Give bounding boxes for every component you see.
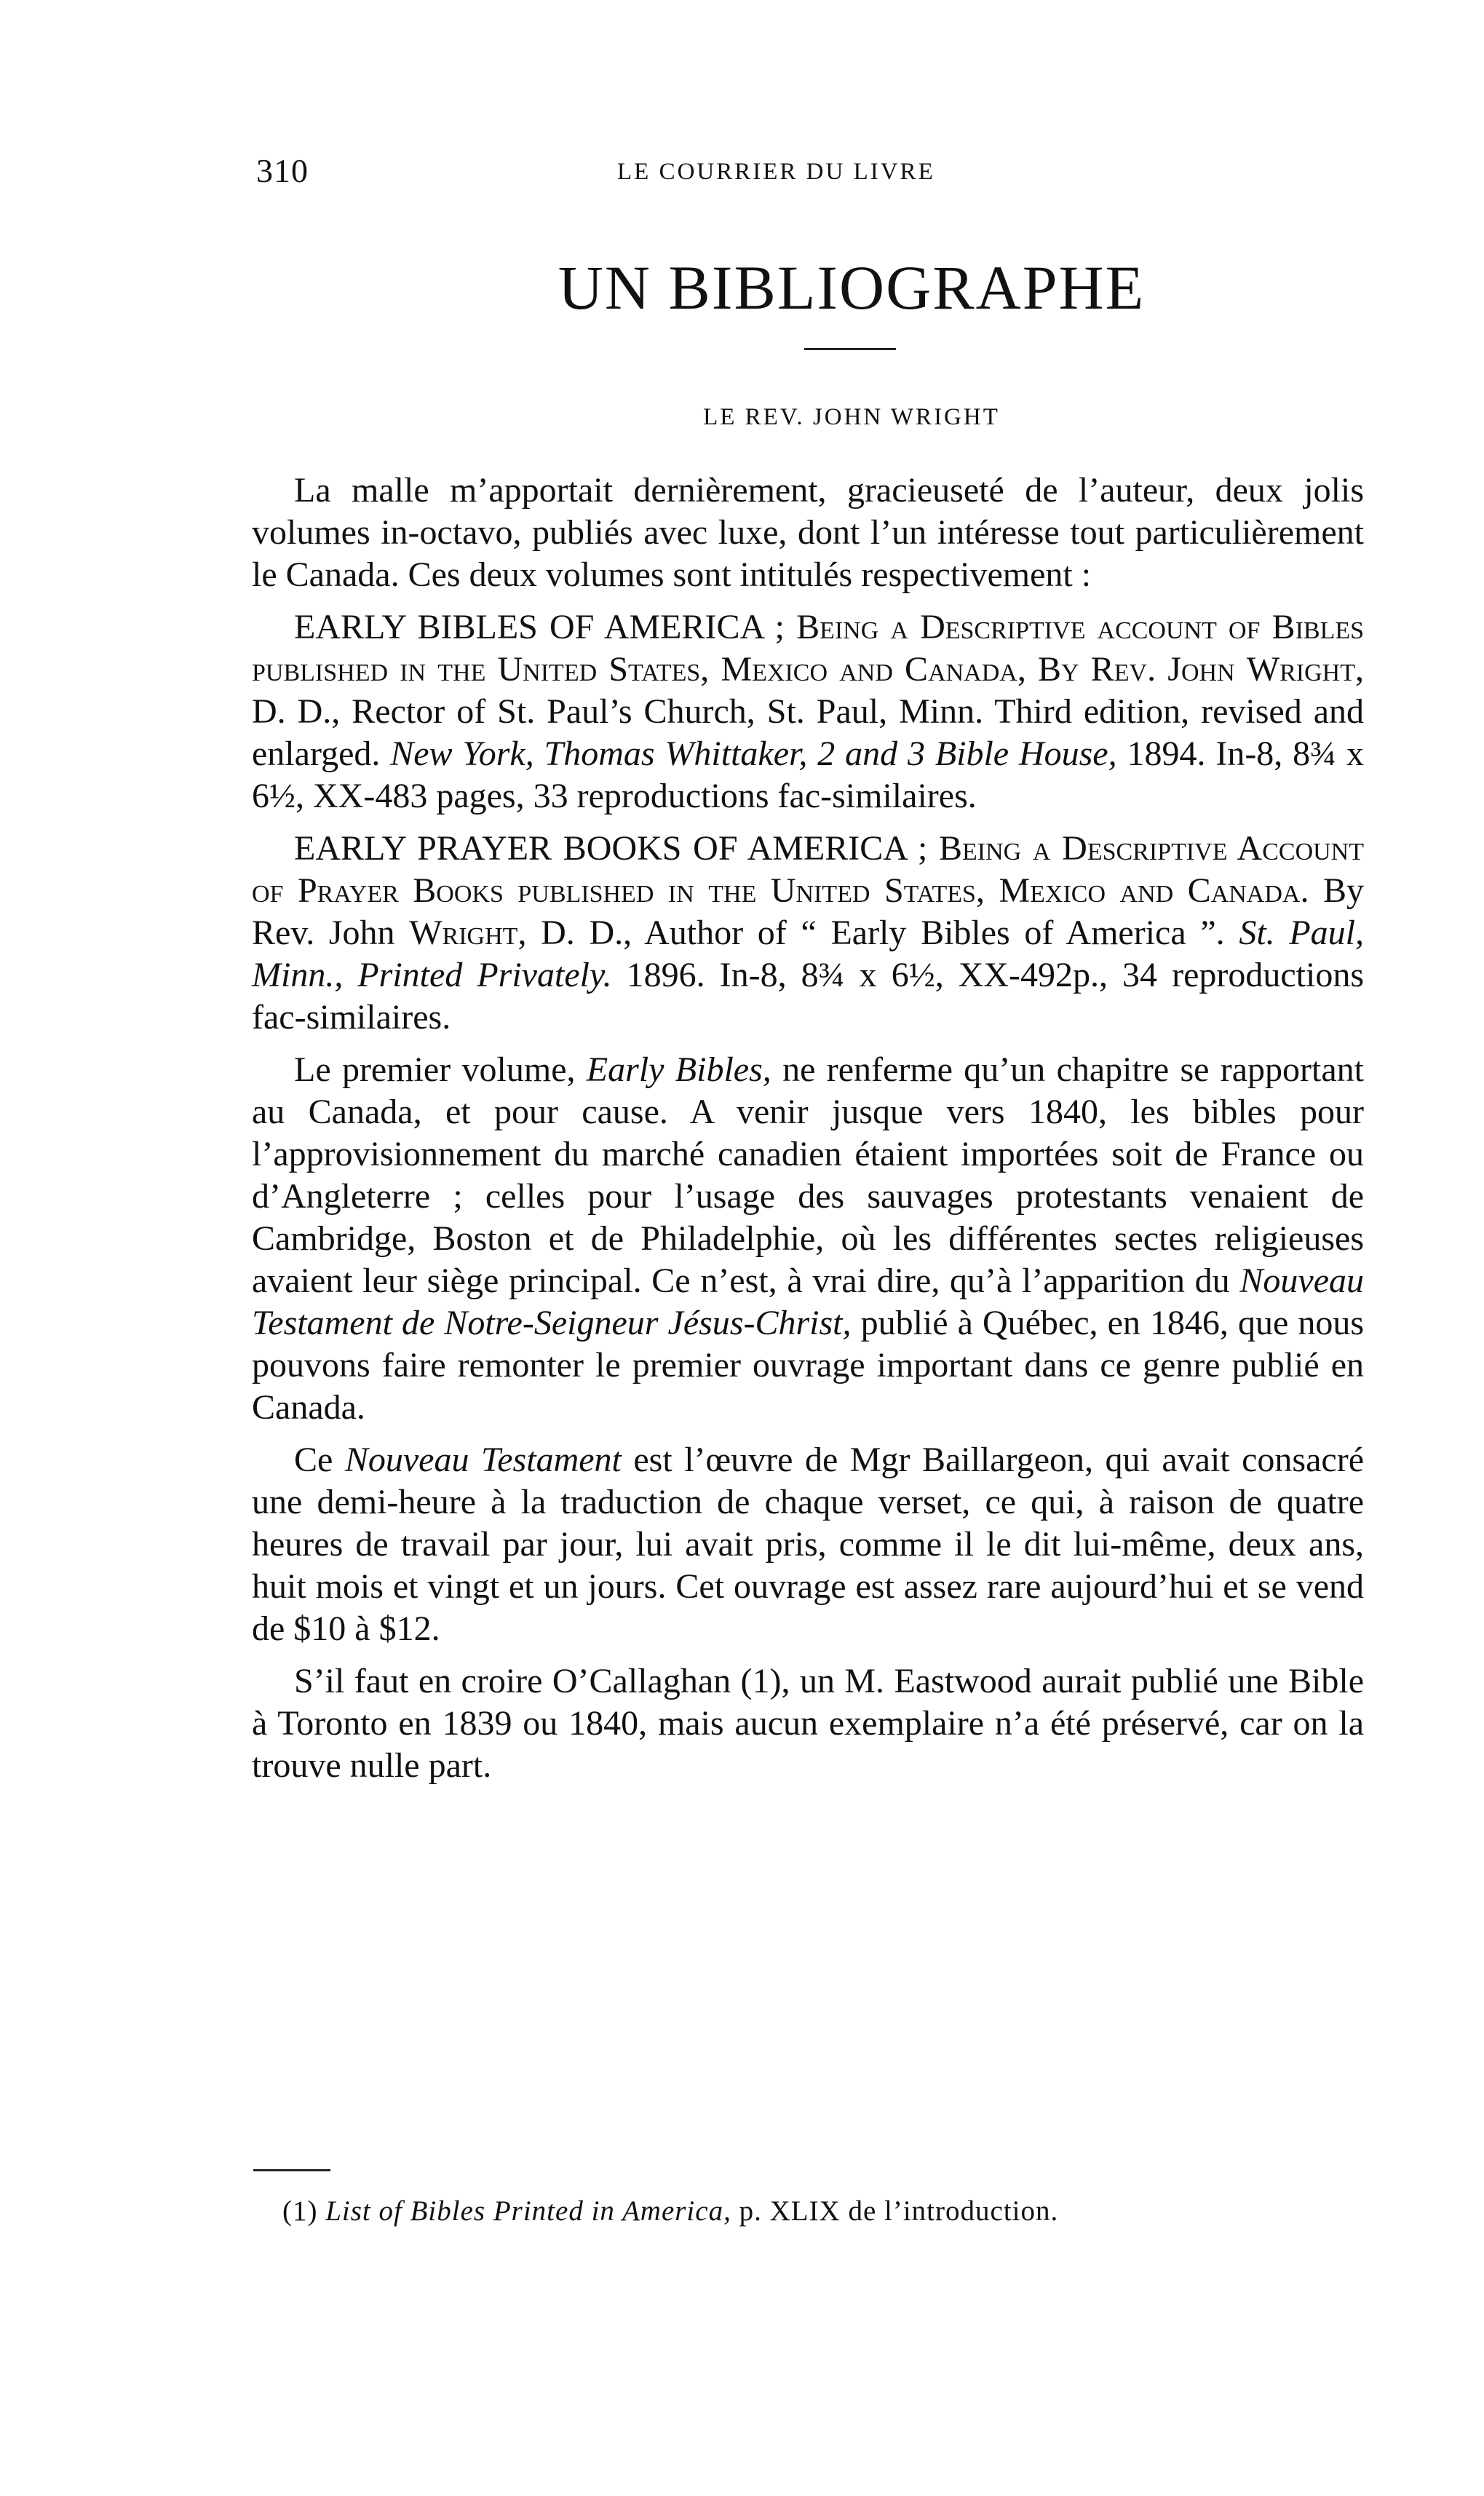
paragraph-prayer-books [252,828,1364,1039]
book-page [247,0,1368,2496]
article-subtitle: LE REV. JOHN WRIGHT [703,404,1000,430]
paragraph-early-bibles [252,606,1364,817]
author-name: Wright [409,914,518,952]
text-run: ne renferme qu’un chapitre se rapportant au Canada, et pour cause. A venir jusque vers 1840, les bibles pour l’approvisionnement du marché canadien étaient importées soit de France ou d’Angleterre ; celles pour l’usage des sauvages protestants venaient de Cambridge, Boston et de Philadelphie, où les différentes sectes religieuses avaient leur siège principal. Ce n’est, à vrai dire, qu’à l’apparition du [252,1050,1365,1300]
book-title-early-bibles: EARLY BIBLES OF AMERICA ; [294,608,785,646]
paragraph-first-volume [252,1049,1364,1429]
footnote-reference: p. XLIX de l’introduction. [739,2195,1059,2227]
page-number: 310 [256,152,309,189]
imprint-early-bibles: New York, Thomas Whittaker, 2 and 3 Bible House, [390,734,1117,773]
running-title: LE COURRIER DU LIVRE [617,159,935,185]
book-title-prayer-books: EARLY PRAYER BOOKS OF AMERICA ; [294,829,928,868]
book-details-prayer-books: , D. D., Author of “ Early Bibles of America ”. [517,914,1225,952]
italic-title: Early Bibles, [586,1050,771,1089]
book-details-early-bibles: , D. D., Rector of St. Paul’s Church, St. Paul, Minn. Third edition, revised and enlarged. [252,650,1365,773]
book-subtitle-early-bibles: Being a Descriptive account of Bibles published in the United States, Mexico and Canada, By Rev. John [252,608,1365,689]
article-title: UN BIBLIOGRAPHE [558,253,1146,322]
text-run: Le premier volume, [294,1050,576,1089]
collation-prayer-books: 1896. In-8, 8¾ x 6½, XX-492p., 34 reproductions fac-similaires. [252,956,1365,1037]
book-subtitle-prayer-books: Being a Descriptive Account of Prayer Books published in the United States, Mexico and Canada. [252,829,1364,910]
author-name: Wright [1246,650,1356,689]
italic-title: Nouveau Testament de Notre-Seigneur Jésus-Christ, [252,1261,1365,1342]
paragraph-ocallaghan: S’il faut en croire O’Callaghan (1), un M. Eastwood aurait publié une Bible à Toronto en 1839 ou 1840, mais aucun exemplaire n’a été préservé, car on la trouve nulle part. [252,1662,1364,1785]
footnote-divider [253,2169,330,2171]
footnote [282,2195,1058,2227]
article-body [252,470,1364,1797]
paragraph-nouveau-testament [252,1439,1364,1650]
paragraph-intro: La malle m’apportait dernièrement, gracieuseté de l’auteur, deux jolis volumes in-octavo, publiés avec luxe, dont l’un intéresse tout particulièrement le Canada. Ces deux volumes sont intitulés respectivement : [252,471,1364,594]
text-run: publié à Québec, en 1846, que nous pouvons faire remonter le premier ouvrage important dans ce genre publié en Canada. [252,1304,1364,1427]
imprint-prayer-books: St. Paul, Minn., Printed Privately. [252,914,1365,994]
collation-early-bibles: 1894. In-8, 8¾ x 6½, XX-483 pages, 33 reproductions fac-similaires. [252,734,1365,815]
italic-title: Nouveau Testament [344,1441,622,1479]
footnote-marker: (1) [282,2195,318,2227]
byline-prayer-books: By Rev. John [252,871,1365,952]
running-head [247,151,1368,195]
text-run: Ce [294,1441,333,1479]
footnote-title: List of Bibles Printed in America, [325,2195,731,2227]
title-divider [804,348,896,350]
text-run: est l’œuvre de Mgr Baillargeon, qui avait consacré une demi-heure à la traduction de chaque verset, ce qui, à raison de quatre heures de travail par jour, lui avait pris, comme il le dit lui-même, deux ans, huit mois et vingt et un jours. Cet ouvrage est assez rare aujourd’hui et se vend de $10 à $12. [252,1441,1364,1648]
